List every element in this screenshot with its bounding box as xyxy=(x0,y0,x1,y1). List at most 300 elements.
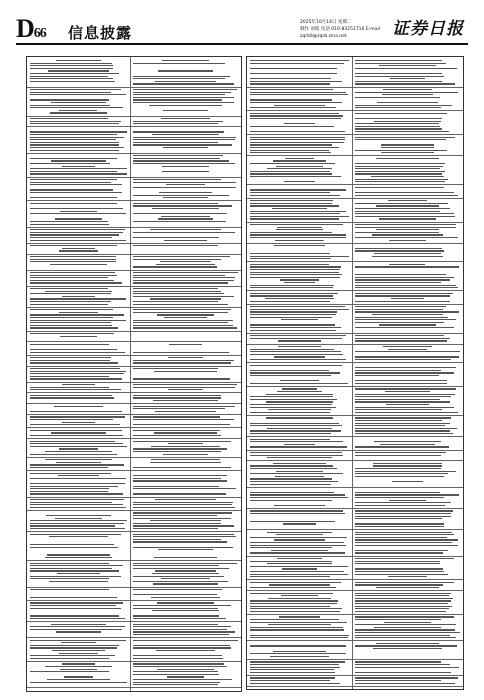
text-line xyxy=(30,179,117,180)
text-line xyxy=(250,293,338,294)
text-line xyxy=(133,309,231,310)
text-line xyxy=(250,99,332,100)
text-line xyxy=(250,600,338,601)
text-line xyxy=(250,211,346,212)
text-line xyxy=(384,622,430,623)
text-line xyxy=(355,616,454,617)
text-line xyxy=(250,484,331,485)
row-divider xyxy=(247,362,463,363)
text-line xyxy=(30,454,117,455)
text-line xyxy=(355,629,455,630)
text-line xyxy=(30,237,112,238)
text-line xyxy=(388,349,426,350)
text-line xyxy=(30,163,110,164)
text-line xyxy=(250,412,330,413)
text-line xyxy=(150,520,221,521)
text-line xyxy=(30,81,115,82)
text-line xyxy=(156,650,215,651)
text-line xyxy=(133,142,218,143)
text-line xyxy=(250,115,343,116)
text-line xyxy=(355,637,456,638)
text-line xyxy=(250,107,336,108)
text-line xyxy=(355,680,441,681)
text-line xyxy=(250,176,341,177)
text-line xyxy=(30,525,115,526)
text-line xyxy=(250,277,340,278)
row-divider xyxy=(247,487,463,488)
text-line xyxy=(151,459,221,460)
text-line xyxy=(285,158,315,159)
text-line xyxy=(133,78,225,79)
text-line xyxy=(30,483,125,484)
text-line xyxy=(30,411,122,412)
text-line xyxy=(355,150,447,151)
text-line xyxy=(355,163,445,164)
text-line xyxy=(355,285,456,286)
text-line xyxy=(30,78,113,79)
row-divider xyxy=(27,366,241,367)
text-line xyxy=(157,314,215,315)
text-line xyxy=(355,542,452,543)
text-line xyxy=(355,600,451,601)
text-line xyxy=(133,525,234,526)
text-line xyxy=(51,160,107,161)
text-line xyxy=(389,264,425,265)
text-line xyxy=(355,428,457,429)
text-line xyxy=(30,605,116,606)
text-line xyxy=(355,683,455,684)
row-divider xyxy=(27,116,241,117)
text-line xyxy=(250,137,345,138)
text-line xyxy=(250,144,332,145)
text-line xyxy=(250,92,346,93)
text-line xyxy=(133,645,230,646)
text-line xyxy=(133,92,231,93)
row-divider xyxy=(27,307,241,308)
text-line xyxy=(355,319,456,320)
row-divider xyxy=(27,126,241,127)
row-divider xyxy=(247,460,463,461)
page-header xyxy=(0,0,484,46)
text-line xyxy=(355,645,457,646)
text-line xyxy=(133,327,237,328)
text-line xyxy=(30,435,123,436)
text-line xyxy=(267,563,332,564)
row-divider xyxy=(247,508,463,509)
text-line xyxy=(133,684,218,685)
text-line xyxy=(59,250,99,251)
text-line xyxy=(265,298,333,299)
text-line xyxy=(133,282,228,283)
text-line xyxy=(250,446,347,447)
text-line xyxy=(60,211,97,212)
row-divider xyxy=(247,436,463,437)
row-divider xyxy=(247,529,463,530)
text-line xyxy=(355,446,449,447)
text-line xyxy=(133,419,234,420)
row-divider xyxy=(247,344,463,345)
text-line xyxy=(54,406,104,407)
text-line xyxy=(133,594,217,595)
text-line xyxy=(277,558,322,559)
newspaper-logo: 证券日报 xyxy=(392,19,464,39)
text-line xyxy=(133,76,230,77)
text-line xyxy=(30,502,112,503)
text-line xyxy=(355,430,450,431)
text-line xyxy=(250,500,332,501)
text-line xyxy=(152,610,218,611)
issue-date: 2025年10月14日 星期二 xyxy=(300,20,352,25)
text-line xyxy=(30,576,121,577)
text-line xyxy=(355,208,450,209)
text-line xyxy=(355,635,450,636)
text-line xyxy=(283,523,316,524)
text-line xyxy=(133,280,234,281)
text-line xyxy=(250,118,341,119)
text-line xyxy=(250,611,340,612)
text-line xyxy=(250,266,341,267)
text-line xyxy=(355,497,444,498)
text-line xyxy=(30,430,122,431)
text-line xyxy=(273,160,327,161)
text-line xyxy=(355,534,454,535)
row-divider xyxy=(247,415,463,416)
text-line xyxy=(250,131,345,132)
text-line xyxy=(133,507,235,508)
text-line xyxy=(45,666,112,667)
text-line xyxy=(30,208,123,209)
text-line xyxy=(267,168,333,169)
text-line xyxy=(133,615,219,616)
text-line xyxy=(57,573,99,574)
text-line xyxy=(355,274,446,275)
text-line xyxy=(250,425,342,426)
text-line xyxy=(58,475,99,476)
text-line xyxy=(355,216,455,217)
text-line xyxy=(355,60,442,61)
text-line xyxy=(250,189,346,190)
text-line xyxy=(355,383,447,384)
text-line xyxy=(250,272,339,273)
text-line xyxy=(30,378,122,379)
text-line xyxy=(250,216,349,217)
text-line xyxy=(55,218,102,219)
text-line xyxy=(355,494,459,495)
text-line xyxy=(30,327,118,328)
text-line xyxy=(47,554,111,555)
text-line xyxy=(133,232,235,233)
text-line xyxy=(355,455,441,456)
text-line xyxy=(250,497,348,498)
text-line xyxy=(250,258,331,259)
row-divider xyxy=(247,675,463,676)
text-line xyxy=(355,266,459,267)
text-line xyxy=(355,277,454,278)
text-line xyxy=(250,285,334,286)
text-line xyxy=(250,359,346,360)
section-title: 信息披露 xyxy=(68,24,133,42)
text-line xyxy=(159,192,213,193)
text-line xyxy=(133,528,218,529)
text-line xyxy=(150,462,221,463)
text-line xyxy=(250,576,330,577)
text-line xyxy=(30,464,124,465)
text-line xyxy=(133,416,220,417)
text-line xyxy=(250,365,342,366)
text-line xyxy=(62,663,95,664)
text-line xyxy=(355,407,454,408)
text-line xyxy=(60,669,97,670)
text-line xyxy=(355,203,448,204)
text-line xyxy=(30,626,125,627)
row-divider xyxy=(27,637,241,638)
text-line xyxy=(150,298,221,299)
text-line xyxy=(30,259,116,260)
text-line xyxy=(276,534,324,535)
row-divider xyxy=(27,153,241,154)
text-line xyxy=(133,451,221,452)
text-line xyxy=(133,352,229,353)
text-line xyxy=(355,287,458,288)
text-line xyxy=(59,110,97,111)
text-line xyxy=(250,481,338,482)
text-line xyxy=(30,416,125,417)
text-line xyxy=(250,608,342,609)
text-line xyxy=(30,92,111,93)
text-line xyxy=(250,232,332,233)
text-line xyxy=(250,680,330,681)
text-line xyxy=(250,224,343,225)
text-line xyxy=(133,674,219,675)
row-divider xyxy=(27,341,241,342)
text-line xyxy=(355,139,446,140)
text-line xyxy=(355,513,451,514)
text-line xyxy=(30,618,125,619)
text-line xyxy=(133,99,222,100)
text-line xyxy=(30,168,127,169)
text-line xyxy=(374,253,440,254)
text-line xyxy=(250,163,335,164)
text-line xyxy=(30,368,120,369)
text-line xyxy=(133,83,234,84)
text-line xyxy=(45,557,111,558)
text-line xyxy=(56,60,100,61)
text-line xyxy=(30,565,123,566)
row-divider xyxy=(247,614,463,615)
text-line xyxy=(355,92,458,93)
text-line xyxy=(30,322,111,323)
text-line xyxy=(355,584,443,585)
row-divider xyxy=(27,457,241,458)
text-line xyxy=(153,400,217,401)
text-line xyxy=(133,624,218,625)
text-line xyxy=(355,63,446,64)
text-line xyxy=(355,598,453,599)
text-line xyxy=(250,68,337,69)
text-line xyxy=(250,295,333,296)
text-line xyxy=(250,375,331,376)
text-line xyxy=(133,256,230,257)
text-line xyxy=(379,324,436,325)
text-line xyxy=(30,293,111,294)
row-divider xyxy=(247,222,463,223)
text-line xyxy=(355,327,454,328)
text-line xyxy=(355,552,443,553)
text-line xyxy=(355,192,454,193)
text-line xyxy=(250,78,331,79)
text-line xyxy=(355,505,445,506)
text-line xyxy=(379,65,437,66)
text-line xyxy=(268,598,330,599)
text-line xyxy=(30,424,120,425)
text-line xyxy=(355,123,439,124)
text-line xyxy=(355,518,442,519)
text-line xyxy=(30,221,108,222)
text-line xyxy=(30,245,117,246)
text-line xyxy=(154,557,217,558)
text-line xyxy=(355,563,440,564)
text-line xyxy=(355,571,444,572)
text-line xyxy=(59,653,98,654)
text-line xyxy=(133,663,224,664)
row-divider xyxy=(27,414,241,415)
text-line xyxy=(250,269,340,270)
text-line xyxy=(62,422,95,423)
row-divider xyxy=(27,661,241,662)
text-line xyxy=(133,121,223,122)
row-divider xyxy=(27,403,241,404)
text-line xyxy=(133,131,224,132)
text-line xyxy=(133,605,231,606)
text-line xyxy=(30,473,111,474)
text-line xyxy=(355,632,460,633)
text-line xyxy=(30,105,110,106)
text-line xyxy=(133,266,217,267)
text-line xyxy=(133,515,217,516)
text-line xyxy=(250,301,330,302)
text-line xyxy=(30,344,109,345)
text-line xyxy=(133,647,231,648)
text-line xyxy=(30,655,115,656)
text-line xyxy=(355,420,442,421)
text-line xyxy=(30,261,116,262)
text-line xyxy=(355,76,444,77)
text-line xyxy=(250,606,330,607)
text-line xyxy=(133,182,236,183)
text-line xyxy=(30,441,115,442)
text-line xyxy=(355,582,454,583)
text-line xyxy=(133,89,237,90)
text-line xyxy=(30,507,126,508)
row-divider xyxy=(247,290,463,291)
text-line xyxy=(30,397,114,398)
text-line xyxy=(376,229,439,230)
text-line xyxy=(355,532,452,533)
row-divider xyxy=(27,87,241,88)
text-line xyxy=(30,107,123,108)
text-line xyxy=(355,558,454,559)
text-line xyxy=(30,173,127,174)
text-line xyxy=(46,515,111,516)
row-divider xyxy=(27,497,241,498)
text-line xyxy=(250,465,333,466)
text-line xyxy=(30,203,117,204)
text-line xyxy=(30,504,123,505)
text-line xyxy=(276,229,323,230)
text-line xyxy=(250,60,349,61)
text-line xyxy=(250,635,349,636)
text-line xyxy=(158,218,212,219)
text-line xyxy=(62,296,94,297)
text-line xyxy=(376,643,438,644)
text-line xyxy=(274,505,325,506)
text-line xyxy=(269,584,329,585)
text-line xyxy=(133,671,218,672)
text-line xyxy=(133,360,234,361)
text-line xyxy=(133,203,218,204)
row-divider xyxy=(247,450,463,451)
text-line xyxy=(355,309,443,310)
text-line xyxy=(372,256,443,257)
text-line xyxy=(163,147,208,148)
text-line xyxy=(30,121,121,122)
text-line xyxy=(164,317,206,318)
row-divider xyxy=(247,579,463,580)
text-line xyxy=(51,432,105,433)
row-divider xyxy=(27,355,241,356)
text-line xyxy=(250,494,345,495)
text-line xyxy=(133,424,230,425)
text-line xyxy=(48,70,109,71)
text-line xyxy=(49,536,108,537)
text-line xyxy=(355,137,455,138)
text-line xyxy=(56,631,101,632)
text-line xyxy=(250,351,341,352)
text-line xyxy=(355,118,442,119)
row-divider xyxy=(247,333,463,334)
text-line xyxy=(30,395,112,396)
text-line xyxy=(250,287,333,288)
text-line xyxy=(355,606,452,607)
text-line xyxy=(30,288,108,289)
text-line xyxy=(284,181,315,182)
text-line xyxy=(133,430,220,431)
text-line xyxy=(250,552,345,553)
text-line xyxy=(250,113,339,114)
text-line xyxy=(274,539,326,540)
text-line xyxy=(377,102,438,103)
text-line xyxy=(30,150,119,151)
text-line xyxy=(30,371,126,372)
text-line xyxy=(30,197,117,198)
text-line xyxy=(30,118,108,119)
text-line xyxy=(274,356,324,357)
text-line xyxy=(133,493,226,494)
text-line xyxy=(250,399,337,400)
row-divider xyxy=(27,560,241,561)
text-line xyxy=(133,213,227,214)
text-line xyxy=(355,471,456,472)
text-line xyxy=(163,110,207,111)
text-line xyxy=(161,118,210,119)
text-line xyxy=(30,240,126,241)
text-line xyxy=(267,532,332,533)
text-line xyxy=(355,619,441,620)
text-line xyxy=(355,473,448,474)
text-line xyxy=(355,423,450,424)
text-line xyxy=(388,200,427,201)
text-line xyxy=(133,565,219,566)
